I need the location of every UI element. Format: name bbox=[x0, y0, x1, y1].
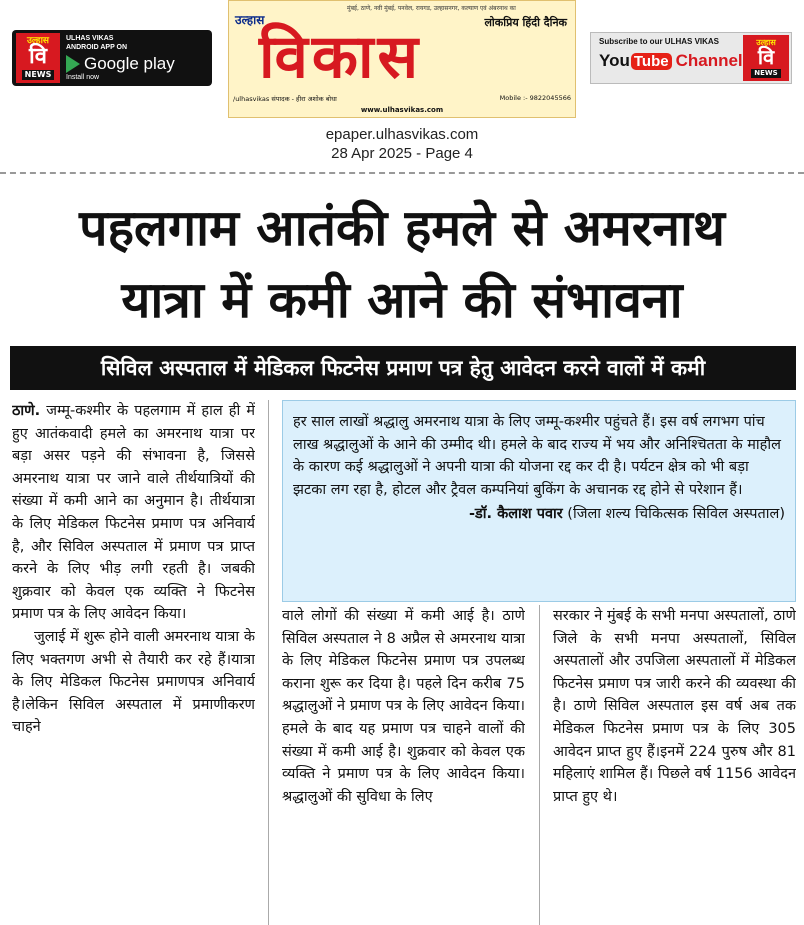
app-name-text: ULHAS VIKAS bbox=[66, 35, 114, 43]
store-name: Google play bbox=[84, 53, 175, 73]
logo-footer bbox=[233, 94, 571, 103]
article-column-1 bbox=[12, 400, 255, 925]
logo-news-text: NEWS bbox=[751, 69, 780, 78]
google-play-icon bbox=[66, 55, 80, 73]
headline-line-1: पहलगाम आतंकी हमले से अमरनाथ bbox=[79, 199, 725, 257]
epaper-url[interactable]: epaper.ulhasvikas.com bbox=[325, 126, 479, 143]
column-rule bbox=[268, 400, 269, 925]
logo-tagline: मुंबई, ठाणे, नवी मुंबई, पनवेल, रायगड, उल्हासनगर, कल्याण एवं अंबरनाथ का bbox=[347, 5, 516, 12]
masthead bbox=[0, 0, 804, 120]
newspaper-logo bbox=[228, 0, 576, 118]
logo-big-text: वि bbox=[757, 44, 775, 69]
logo-news-text: NEWS bbox=[22, 70, 55, 80]
youtube-channel-text: Channel bbox=[675, 51, 743, 70]
divider bbox=[0, 172, 804, 174]
mobile-number: Mobile :- 9822045566 bbox=[499, 94, 571, 102]
quote-box bbox=[282, 400, 796, 602]
quote-name: -डॉ. कैलाश पवार bbox=[468, 506, 563, 523]
article-column-3 bbox=[553, 605, 796, 925]
logo-top-text: उल्हास bbox=[26, 35, 49, 46]
column-3-text: सरकार ने मुंबई के सभी मनपा अस्पतालों, ठाणे जिले के सभी मनपा अस्पतालों, सिविल अस्पतालों और उपजिला अस्पतालों में मेडिकल फिटनेस प्रमाण पत्र जारी करने की व्यवस्था की है। ठाणे सिविल अस्पताल इस वर्ष अब तक मेडिकल फिटनेस प्रमाण पत्र के लिए 305 आवेदन प्राप्त हुए हैं।इनमें 224 पुरुष और 81 महिलाएं शामिल हैं। पिछले वर्ष 1156 आवेदन प्राप्त हुए थे। bbox=[553, 608, 796, 805]
youtube-channel-badge[interactable] bbox=[590, 32, 792, 84]
logo-lokpriya: लोकप्रिय हिंदी दैनिक bbox=[484, 16, 567, 29]
youtube-tube: Tube bbox=[631, 53, 672, 70]
column-1-paragraph-1: जम्मू-कश्मीर के पहलगाम में हाल ही में हुए आतंकवादी हमले का अमरनाथ यात्रा पर बड़ा असर पड़ने की संभावना है, जिससे अमरनाथ यात्रा पर जाने वाले तीर्थयात्रियों की संख्या में कमी आने का अनुमान है। तीर्थयात्रा के लिए मेडिकल फिटनेस प्रमाण पत्र अनिवार्य है, और सिविल अस्पताल में प्रमाण पत्र प्राप्त करने के लिए भीड़ लगी रहती है। जबकी शुक्रवार को केवल एक व्यक्ति ने फिटनेस प्रमाण पत्र के लिए आवेदन किया। bbox=[12, 403, 255, 623]
ulhas-vikas-news-logo bbox=[16, 33, 60, 83]
logo-big-text: वि bbox=[29, 43, 47, 69]
youtube-channel-row bbox=[599, 51, 743, 71]
subscribe-text: Subscribe to our ULHAS VIKAS bbox=[599, 37, 720, 46]
dateline: ठाणे. bbox=[12, 403, 41, 419]
edition-date-page: 28 Apr 2025 - Page 4 bbox=[331, 145, 473, 162]
logo-title: विकास bbox=[259, 22, 423, 92]
google-play-block bbox=[66, 35, 175, 81]
social-editor-text: /ulhasvikas संपादक - हीरा अशोक बोधा bbox=[233, 95, 337, 103]
android-app-badge[interactable] bbox=[12, 30, 212, 86]
logo-top-text: उल्हास bbox=[756, 37, 776, 47]
logo-ulhas: उल्हास bbox=[235, 13, 265, 27]
quote-text: हर साल लाखों श्रद्धालु अमरनाथ यात्रा के लिए जम्मू-कश्मीर पहुंचते हैं। इस वर्ष लगभग पांच लाख श्रद्धालुओं के आने की उम्मीद थी। हमले के बाद राज्य में भय और अनिश्चितता के माहौल के कारण कई श्रद्धालुओं ने अपनी यात्रा की योजना रद्द कर दी है। पर्यटन क्षेत्र को भी बड़ा झटका लग रहा है, होटल और ट्रैवल कम्पनियां बुकिंग के अचानक रद्द होने से परेशान हैं। bbox=[293, 414, 781, 498]
ulhas-vikas-news-logo-right bbox=[743, 35, 789, 81]
column-1-paragraph-2: जुलाई में शुरू होने वाली अमरनाथ यात्रा के लिए भक्तगण अभी से तैयारी कर रहे हैं।यात्रा के लिए मेडिकल फिटनेस प्रमाणपत्र अनिवार्य है।लेकिन सिविल अस्पताल में प्रमाणीकरण चाहने bbox=[12, 628, 255, 736]
subheadline: सिविल अस्पताल में मेडिकल फिटनेस प्रमाण पत्र हेतु आवेदन करने वालों में कमी bbox=[10, 346, 796, 390]
install-now-text: Install now bbox=[66, 73, 100, 81]
google-play-button[interactable] bbox=[66, 54, 175, 74]
column-2-text: वाले लोगों की संख्या में कमी आई है। ठाणे सिविल अस्पताल ने 8 अप्रैल से अमरनाथ यात्रा के लिए मेडिकल फिटनेस प्रमाण पत्र उपलब्ध कराना शुरू कर दिया है। पहले दिन करीब 75 श्रद्धालुओं ने प्रमाण पत्र के लिए आवेदन किया। हमले के बाद यह प्रमाण पत्र चाहने वालों की संख्या में कमी आई है। शुक्रवार को केवल एक व्यक्ति ने प्रमाण पत्र के लिए आवेदन किया। श्रद्धालुओं की सुविधा के लिए bbox=[282, 608, 525, 805]
column-rule bbox=[539, 605, 540, 925]
article-column-2 bbox=[282, 605, 525, 925]
quote-attribution bbox=[293, 503, 785, 526]
youtube-you: You bbox=[599, 51, 630, 70]
logo-website: www.ulhasvikas.com bbox=[360, 106, 444, 114]
android-app-text: ANDROID APP ON bbox=[66, 43, 128, 51]
quote-role: (जिला शल्य चिकित्सक सिविल अस्पताल) bbox=[567, 506, 785, 523]
headline-line-2: यात्रा में कमी आने की संभावना bbox=[121, 271, 683, 329]
